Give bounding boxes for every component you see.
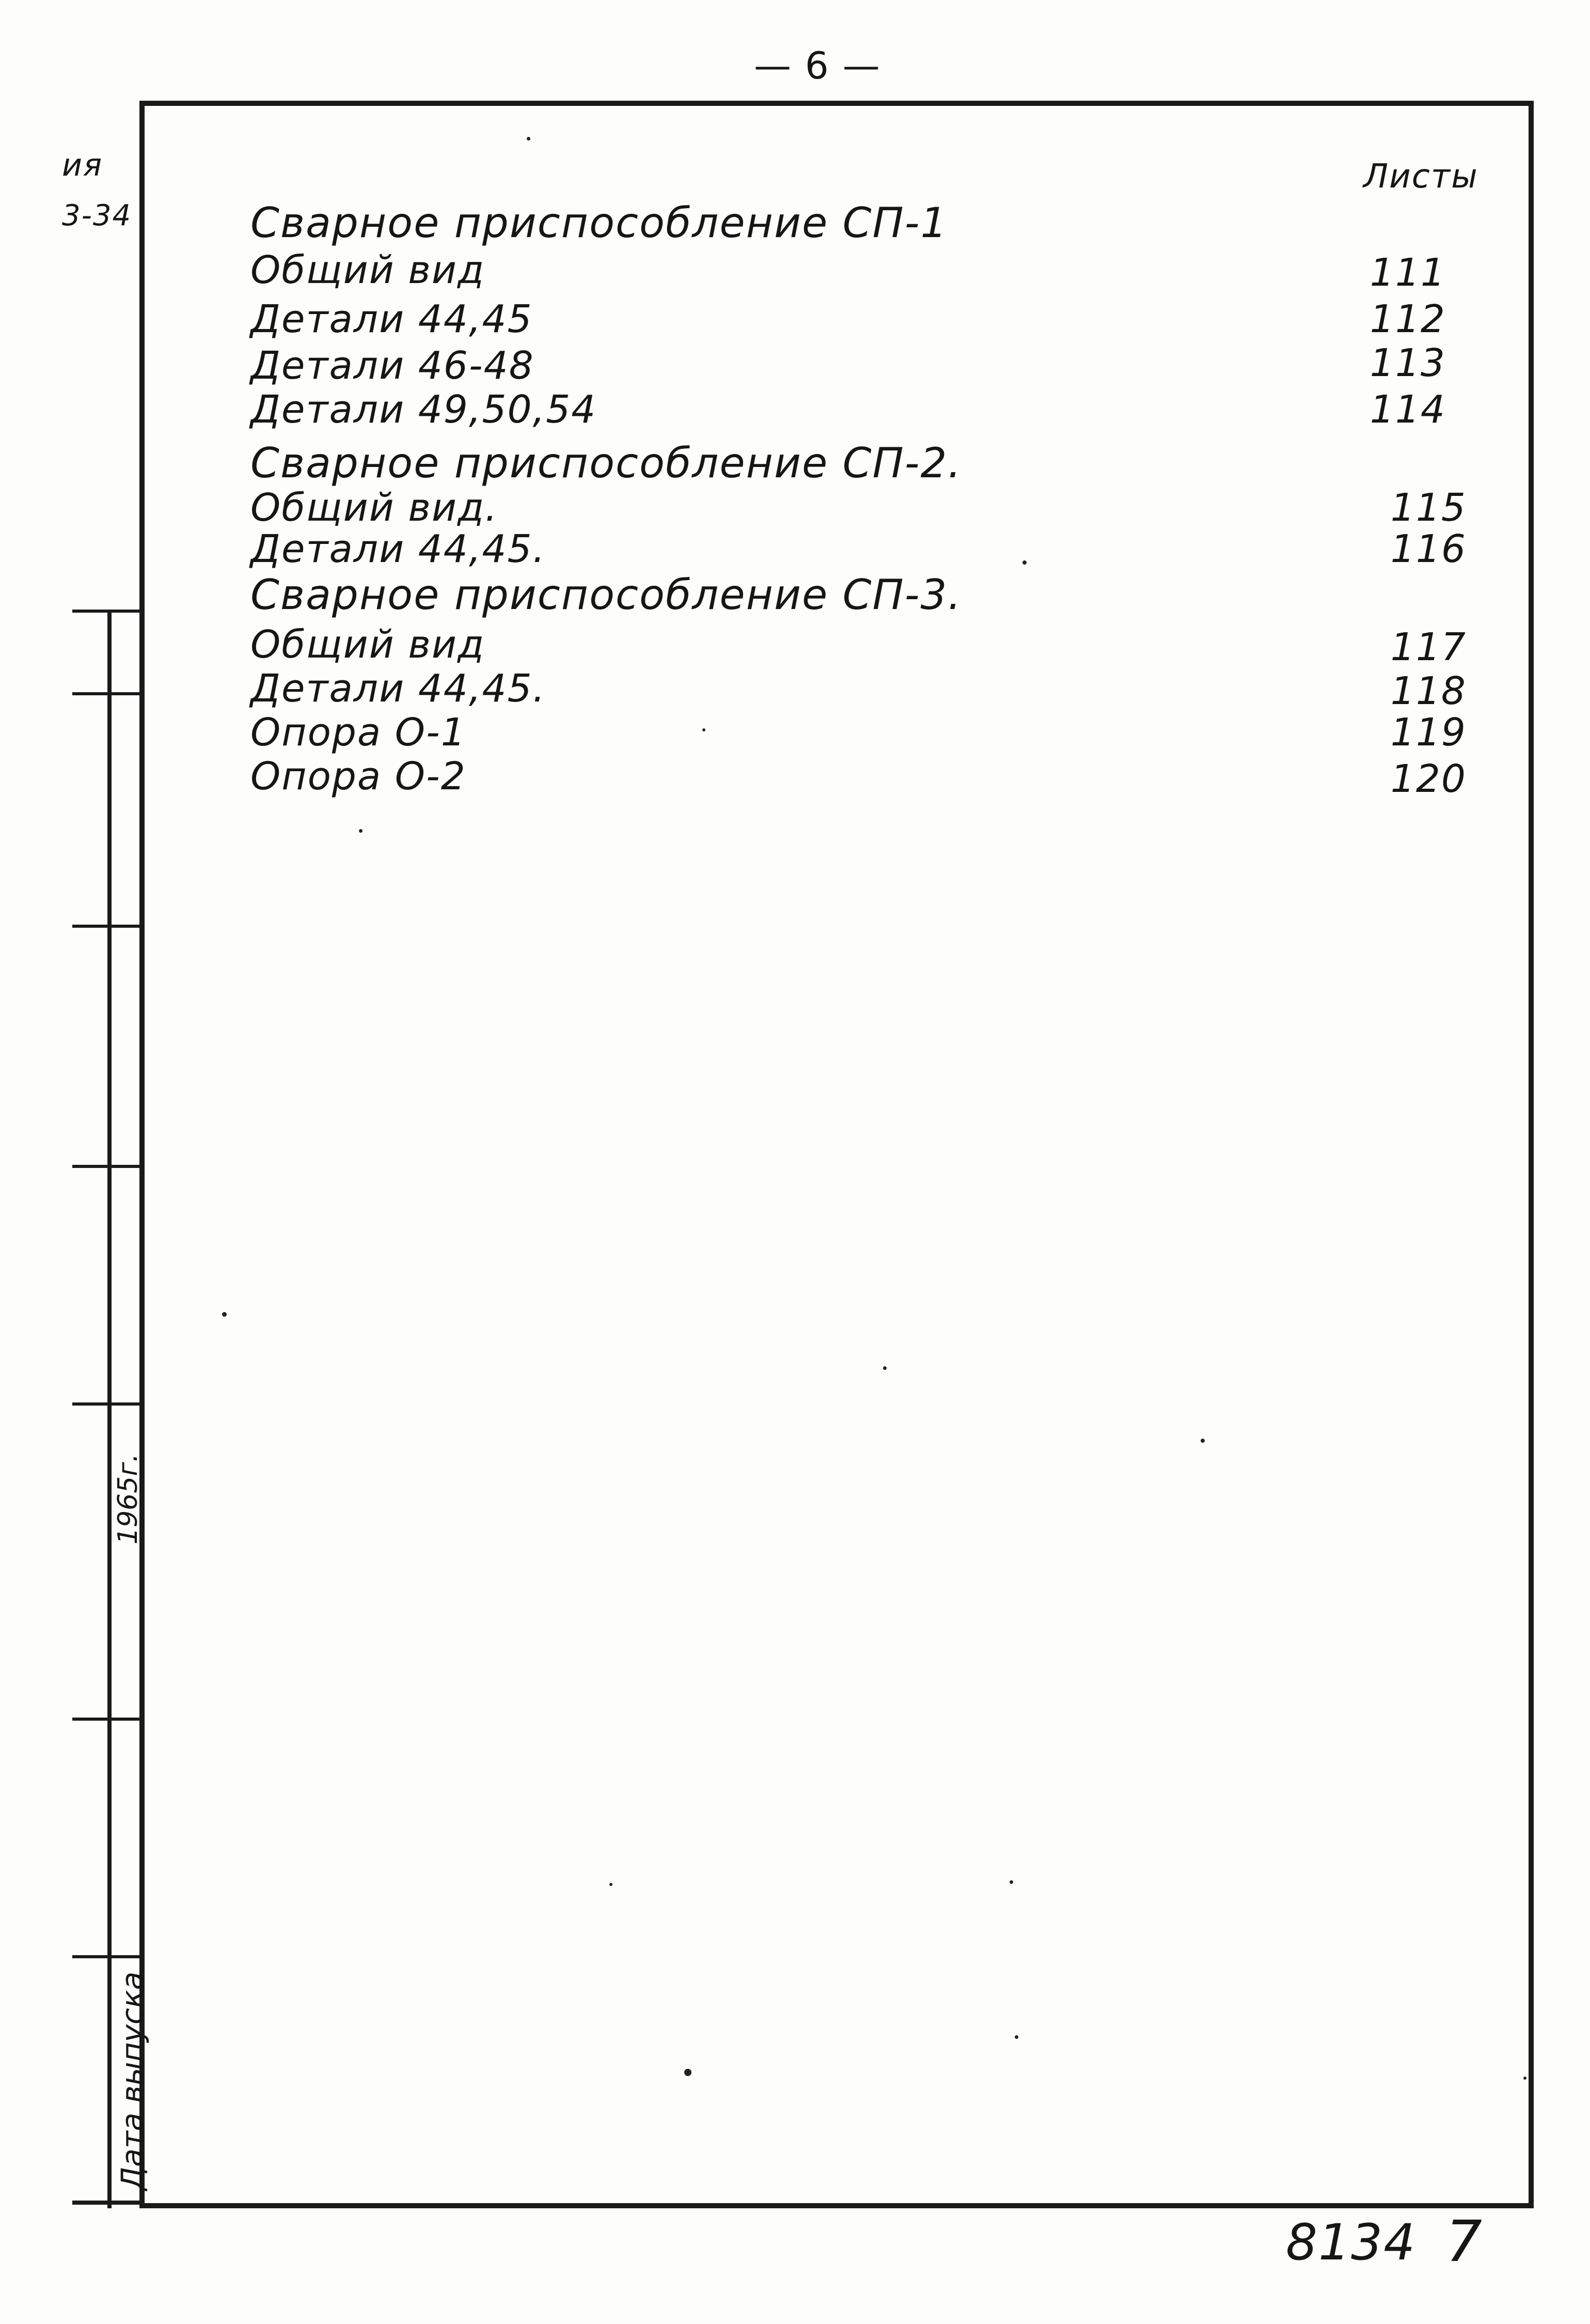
scan-speck	[527, 137, 530, 141]
sheet-number: 114	[1369, 387, 1446, 432]
margin-note-series: ия	[62, 147, 103, 183]
side-strip-bottom-line	[72, 2201, 142, 2205]
inventory-number: 8134	[1286, 2213, 1416, 2271]
list-item: Общий вид.	[250, 486, 498, 530]
scan-speck	[702, 728, 705, 731]
side-strip-divider-2	[72, 692, 142, 695]
side-strip-divider-7	[72, 1955, 142, 1958]
scan-speck	[609, 1883, 612, 1886]
scan-speck	[684, 2069, 691, 2076]
page-number: — 6 —	[754, 44, 881, 87]
list-item: Общий вид	[250, 248, 485, 292]
scan-speck	[1010, 1880, 1013, 1884]
sheets-column-header: Листы	[1363, 158, 1478, 196]
scan-speck	[1015, 2035, 1018, 2039]
section-title-sp3: Сварное приспособление СП-3.	[250, 571, 962, 619]
list-item: Детали 46-48	[250, 344, 534, 388]
side-strip-year: 1965г.	[113, 1453, 144, 1545]
side-strip-divider-4	[72, 1165, 142, 1168]
sheet-number: 115	[1390, 486, 1467, 530]
side-strip-divider-1	[72, 610, 142, 613]
list-item: Опора О-2	[250, 754, 466, 799]
list-item: Детали 44,45	[250, 297, 533, 341]
page-index: 7	[1446, 2208, 1483, 2274]
sheet-number: 119	[1390, 710, 1467, 755]
scan-speck	[883, 1366, 887, 1370]
scan-speck	[1022, 560, 1027, 565]
sheet-number: 116	[1390, 527, 1467, 571]
sheet-number: 118	[1390, 669, 1467, 713]
list-item: Опора О-1	[250, 710, 466, 755]
sheet-number: 113	[1369, 341, 1446, 385]
side-strip-divider-5	[72, 1402, 142, 1406]
sheet-number: 112	[1369, 297, 1446, 341]
list-item: Детали 44,45.	[250, 666, 546, 711]
list-item: Общий вид	[250, 622, 485, 667]
sheet-number: 117	[1390, 625, 1467, 669]
side-strip-outer-line	[107, 610, 112, 2208]
scan-speck	[222, 1312, 227, 1317]
scan-speck	[359, 829, 363, 833]
section-title-sp2: Сварное приспособление СП-2.	[250, 439, 962, 487]
side-strip-divider-6	[72, 1718, 142, 1721]
scan-speck	[1201, 1439, 1205, 1443]
list-item: Детали 49,50,54	[250, 387, 597, 432]
section-title-sp1: Сварное приспособление СП-1	[250, 199, 948, 247]
scan-speck	[1523, 2077, 1526, 2080]
side-strip-issue-date-label: Дата выпуска	[115, 1971, 150, 2190]
side-strip-divider-3	[72, 925, 142, 928]
sheet-number: 120	[1390, 757, 1467, 801]
list-item: Детали 44,45.	[250, 527, 546, 571]
margin-note-code: 3-34	[62, 199, 132, 232]
sheet-number: 111	[1369, 251, 1446, 295]
